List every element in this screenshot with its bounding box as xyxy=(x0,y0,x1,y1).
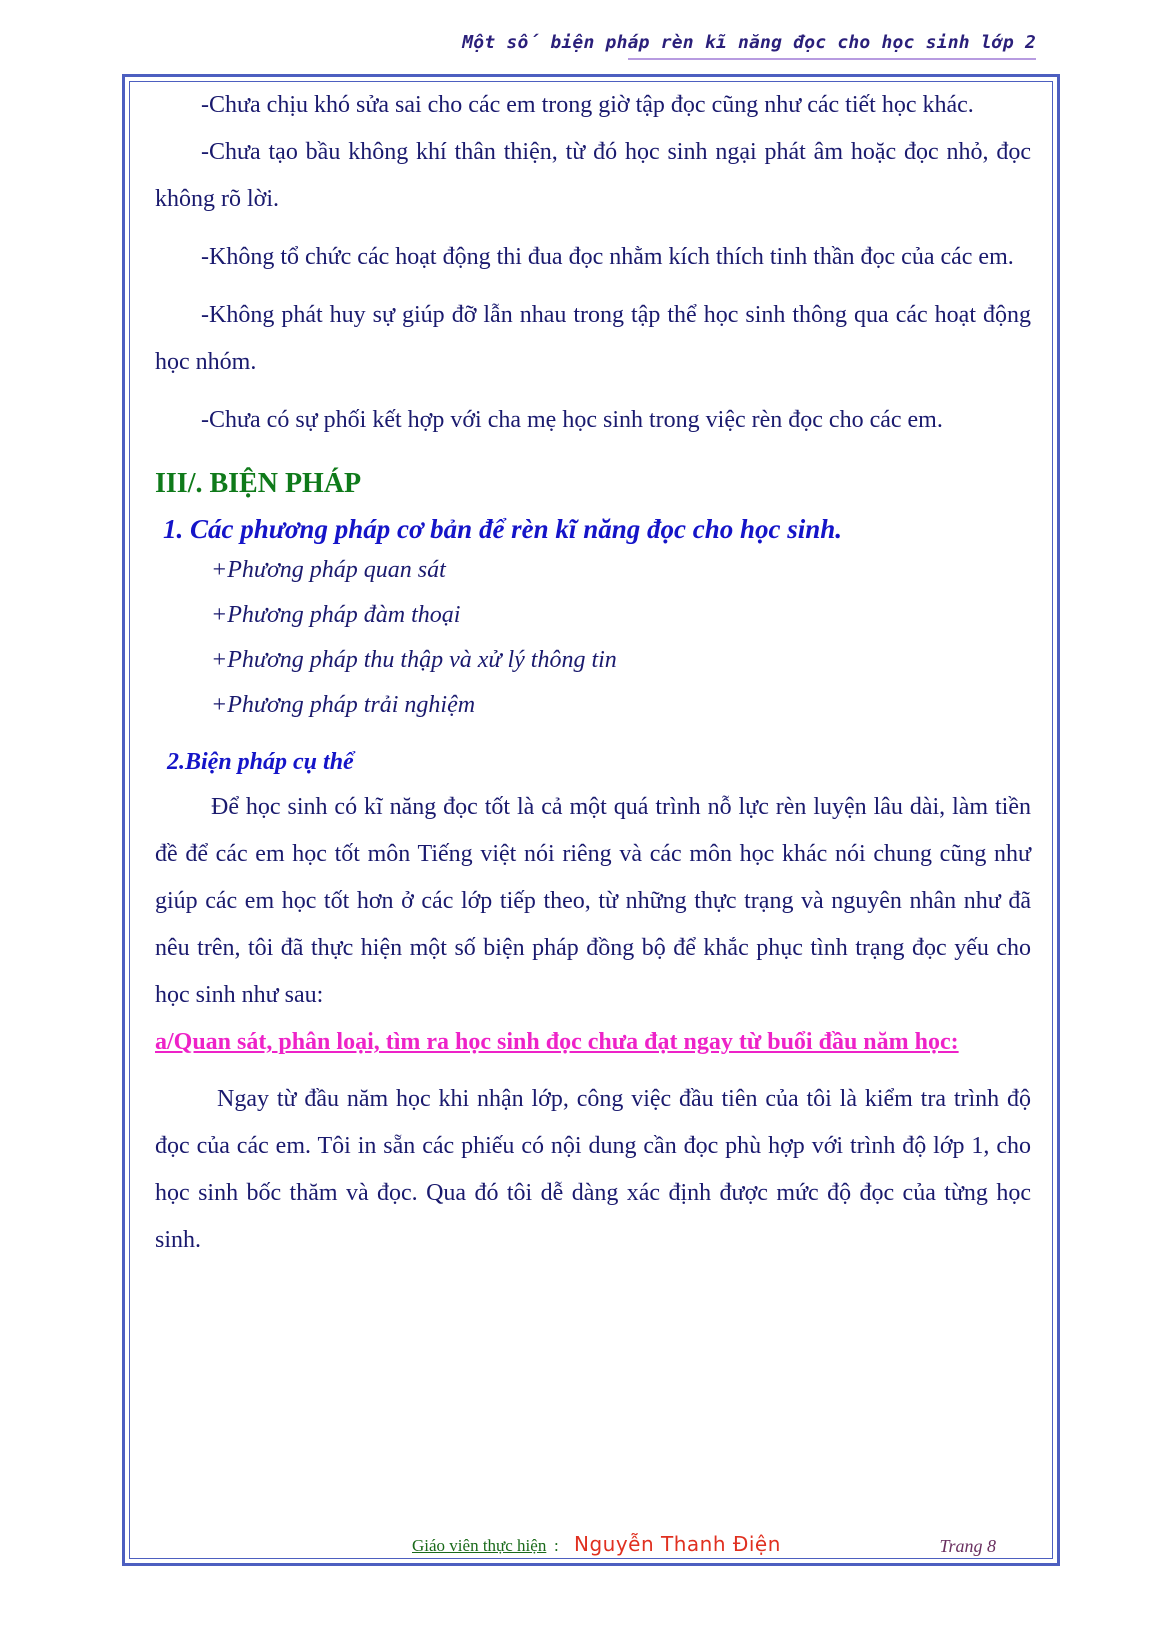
page-content xyxy=(155,82,1031,1264)
subheading-basic-methods: 1. Các phương pháp cơ bản để rèn kĩ năng đọc cho học sinh. xyxy=(163,514,842,544)
paragraph-intro-5: -Chưa có sự phối kết hợp với cha mẹ học sinh trong việc rèn đọc cho các em. xyxy=(201,407,943,433)
paragraph-specific-measures: Để học sinh có kĩ năng đọc tốt là cả một quá trình nỗ lực rèn luyện lâu dài, làm tiền đề để các em học tốt môn Tiếng việt nói riêng và các môn học khác nói chung cũng như giúp các em học tốt hơn ở các lớp tiếp theo, từ những thực trạng và nguyên nhân như đã nêu trên, tôi đã thực hiện một số biện pháp đồng bộ để khắc phục tình trạng đọc yếu cho học sinh như sau: xyxy=(155,794,1031,1008)
paragraph-intro-1: -Chưa chịu khó sửa sai cho các em trong giờ tập đọc cũng như các tiết học khác. xyxy=(201,92,974,118)
paragraph-intro-3: -Không tổ chức các hoạt động thi đua đọc nhằm kích thích tinh thần đọc của các em. xyxy=(201,244,1014,270)
subheading-specific-measures: 2.Biện pháp cụ thể xyxy=(167,749,354,775)
paragraph-intro-2: -Chưa tạo bầu không khí thân thiện, từ đó học sinh ngại phát âm hoặc đọc nhỏ, đọc không rõ lời. xyxy=(155,139,1031,212)
paragraph-a-observe-classify: Ngay từ đầu năm học khi nhận lớp, công việc đầu tiên của tôi là kiểm tra trình độ đọc của các em. Tôi in sẵn các phiếu có nội dung cần đọc phù hợp với trình độ lớp 1, cho học sinh bốc thăm và đọc. Qua đó tôi dễ dàng xác định được mức độ đọc của từng học sinh. xyxy=(155,1086,1031,1253)
method-item: +Phương pháp quan sát xyxy=(211,557,446,583)
document-header-title: Một số biện pháp rèn kĩ năng đọc cho học sinh lớp 2 xyxy=(462,32,1036,53)
section-heading-bien-phap: III/. BIỆN PHÁP xyxy=(155,468,362,499)
method-item: +Phương pháp đàm thoại xyxy=(211,602,461,628)
header-divider xyxy=(628,58,1036,60)
footer-label-colon: : xyxy=(554,1536,559,1555)
footer-teacher-label: Giáo viên thực hiện xyxy=(412,1536,547,1555)
paragraph-intro-4: -Không phát huy sự giúp đỡ lẫn nhau trong tập thể học sinh thông qua các hoạt động học nhóm. xyxy=(155,302,1031,375)
footer-teacher-name: Nguyễn Thanh Điện xyxy=(574,1532,781,1556)
method-list xyxy=(211,548,1031,728)
subheading-a-observe-classify: a/Quan sát, phân loại, tìm ra học sinh đọc chưa đạt ngay từ buổi đầu năm học: xyxy=(155,1029,959,1055)
method-item: +Phương pháp trải nghiệm xyxy=(211,692,476,718)
method-item: +Phương pháp thu thập và xử lý thông tin xyxy=(211,647,617,673)
footer-page-number: Trang 8 xyxy=(939,1536,996,1556)
